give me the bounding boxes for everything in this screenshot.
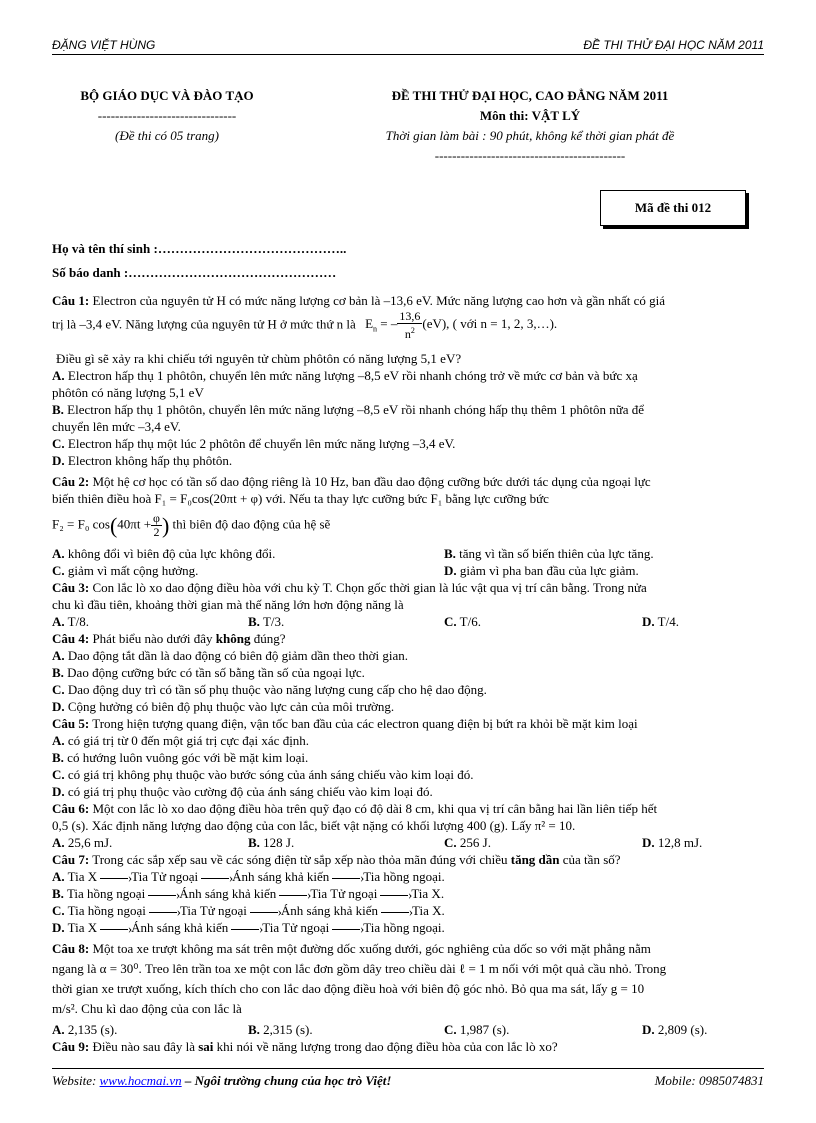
q4-c-text: Dao động duy trì có tần số phụ thuộc vào năng lượng cung cấp cho hệ dao động. [67,682,487,697]
q3-option-d [642,613,679,630]
exam-subject: Môn thi: VẬT LÝ [479,108,581,123]
q8-text4: m/s². Chu kì dao động của con lắc là [52,1001,242,1016]
q4-a-text: Dao động tắt dần là dao động có biên độ giảm dần theo thời gian. [67,648,408,663]
q9-text: Điều nào sau đây là [92,1039,195,1054]
q2-tail: thì biên độ dao động của hệ sẽ [172,516,331,532]
q6-a-label: A. [52,835,65,850]
q9-line1 [52,1038,558,1055]
q4-text: Phát biểu nào dưới đây [92,631,213,646]
q7-c-item: Tia Tử ngoại [179,903,247,918]
q2-two: 2 [153,525,160,539]
q2-text1: Một hệ cơ học có tần số dao động riêng là 10 Hz, ban đầu dao động cưỡng bức dưới tác dụng của ngoại lực [92,474,651,489]
q5-c-label: C. [52,767,65,782]
q7-b-item: Ánh sáng khả kiến [179,886,277,901]
arrow-icon [380,895,408,896]
q5-a-label: A. [52,733,65,748]
q5-b-text: có hướng luôn vuông góc với bề mặt kim loại. [67,750,309,765]
q2-label: Câu 2: [52,474,90,489]
q1-a-text1: Electron hấp thụ 1 phôtôn, chuyển lên mức năng lượng –8,5 eV rồi nhanh chóng trở về mức cơ bản và bức xạ [67,368,638,383]
q1-option-d [52,452,232,469]
q6-d-label: D. [642,835,655,850]
q5-c-text: có giá trị không phụ thuộc vào bước sóng của ánh sáng chiếu vào kim loại đó. [67,767,474,782]
q8-b-text: 2,315 (s). [263,1022,313,1037]
q4-label: Câu 4: [52,631,90,646]
arrow-icon [148,895,176,896]
q4-line1 [52,630,286,647]
q8-b-label: B. [248,1022,260,1037]
q1-c-text: Electron hấp thụ một lúc 2 phôtôn để chuyển lên mức năng lượng –3,4 eV. [67,436,456,451]
q7-b-item: Tia hồng ngoại [66,886,146,901]
q1-en-sub: n [373,325,378,335]
ministry-dashes: -------------------------------- [97,108,237,123]
q6-option-c [444,834,491,851]
arrow-icon [201,878,229,879]
header-exam-title: ĐỀ THI THỬ ĐẠI HỌC NĂM 2011 [583,38,764,52]
footer-left [52,1073,391,1089]
student-name-line: Họ và tên thí sinh :…………………………………….. [52,241,347,256]
q3-a-text: T/8. [67,614,89,629]
q8-option-c [444,1021,509,1038]
q6-a-text: 25,6 mJ. [67,835,113,850]
q3-b-label: B. [248,614,260,629]
exam-title-block [340,86,720,166]
q1-line2 [52,310,557,341]
q7-option-d [52,919,445,936]
q7-d-label: D. [52,920,65,935]
q3-option-a [52,613,89,630]
q2-a-label: A. [52,546,65,561]
q1-a-text2: phôtôn có năng lượng 5,1 eV [52,385,204,400]
q1-b-label: B. [52,402,64,417]
arrow-icon [100,878,128,879]
q1-b-text2: chuyển lên mức –3,4 eV. [52,419,181,434]
q3-d-text: T/4. [657,614,679,629]
q6-b-label: B. [248,835,260,850]
q7-d-item: Tia hồng ngoại. [363,920,445,935]
q2-text2: biến thiên điều hoà F₁ = F₀cos(20πt + φ) với. Nếu ta thay lực cưỡng bức F₁ bằng lực cưỡng bức [52,491,549,506]
q7-label: Câu 7: [52,852,90,867]
q9-label: Câu 9: [52,1039,90,1054]
arrow-icon [231,929,259,930]
q8-c-text: 1,987 (s). [459,1022,510,1037]
q8-option-d [642,1021,707,1038]
q4-option-a [52,647,408,664]
arrow-icon [100,929,128,930]
q7-d-item: Tia X [67,920,98,935]
q4-d-text: Cộng hưởng có biên độ phụ thuộc vào lực cản của môi trường. [67,699,395,714]
page-header [52,36,764,55]
q9-bold: sai [198,1039,214,1054]
page-count-note: (Đề thi có 05 trang) [115,128,219,143]
q3-option-b [248,613,284,630]
q3-b-text: T/3. [262,614,285,629]
q6-text1: Một con lắc lò xo dao động điều hòa trên quỹ đạo có độ dài 8 cm, khi qua vị trí cân bằng hai lần liên tiếp hết [92,801,658,816]
q8-label: Câu 8: [52,941,90,956]
q2-a-text: không đổi vì biên độ của lực không đổi. [67,546,276,561]
q6-line1 [52,800,657,817]
q2-paren-close: ) [161,513,170,538]
q2-d-text: giảm vì pha ban đầu của lực giảm. [459,563,639,578]
q1-option-b [52,401,644,418]
q1-b-text1: Electron hấp thụ 1 phôtôn, chuyển lên mức năng lượng –8,5 eV rồi nhanh chóng hấp thụ thêm 1 phôtôn nữa để [67,402,645,417]
q1-en: E [365,316,374,332]
student-number-line: Số báo danh :………………………………………… [52,265,337,280]
q6-c-text: 256 J. [459,835,491,850]
q7-a-item: Tia Tử ngoại [131,869,199,884]
q7-a-item: Tia hồng ngoại. [363,869,445,884]
q3-option-c [444,613,481,630]
q2-line1 [52,473,651,490]
q3-text2: chu kì đầu tiên, khoảng thời gian mà thế năng lớn hơn động năng là [52,597,404,612]
q1-label: Câu 1: [52,293,90,308]
q2-arg: 40πt + [117,516,152,532]
q1-num: 13,6 [399,309,421,323]
q7-text: Trong các sắp xếp sau về các sóng điện từ sắp xếp nào thỏa mãn đúng với chiều [92,852,508,867]
q4-b-label: B. [52,665,64,680]
q6-option-b [248,834,294,851]
q3-text1: Con lắc lò xo dao động điều hòa với chu kỳ T. Chọn gốc thời gian là lúc vật qua vị trí cân bằng. Trong nửa [92,580,647,595]
q1-a-label: A. [52,368,65,383]
q8-text1: Một toa xe trượt không ma sát trên một đường dốc xuống dưới, góc nghiêng của dốc so với mặt phẳng nằm [92,941,651,956]
exam-title: ĐỀ THI THỬ ĐẠI HỌC, CAO ĐẲNG NĂM 2011 [391,88,669,103]
q2-option-b [444,545,654,562]
q7-b-label: B. [52,886,64,901]
arrow-icon [250,912,278,913]
q3-line1 [52,579,647,596]
exam-time: Thời gian làm bài : 90 phút, không kể thời gian phát đề [385,128,675,143]
q3-d-label: D. [642,614,655,629]
q7-b-item: Tia X. [411,886,445,901]
q5-line1 [52,715,638,732]
arrow-icon [149,912,177,913]
q6-d-text: 12,8 mJ. [657,835,703,850]
q1-c-label: C. [52,436,65,451]
q2-c-label: C. [52,563,65,578]
q7-b-item: Tia Tử ngoại [310,886,378,901]
q5-text: Trong hiện tượng quang điện, vận tốc ban đầu của các electron quang điện bị bứt ra khỏi bề mặt kim loại [92,716,638,731]
q1-option-c [52,435,455,452]
footer-website-label: Website: [52,1073,97,1088]
q8-line1 [52,940,651,957]
q1-text2: trị là –3,4 eV. Năng lượng của nguyên tử H ở mức thứ n là [52,316,356,332]
arrow-icon [381,912,409,913]
q4-c-label: C. [52,682,65,697]
q2-option-a [52,545,275,562]
q4-bold: không [215,631,251,646]
q6-label: Câu 6: [52,801,90,816]
q2-d-label: D. [444,563,457,578]
q9-text-end: khi nói về năng lượng trong dao động điều hòa của con lắc lò xo? [216,1039,558,1054]
q3-a-label: A. [52,614,65,629]
q4-d-label: D. [52,699,65,714]
arrow-icon [332,929,360,930]
ministry-name: BỘ GIÁO DỤC VÀ ĐÀO TẠO [80,88,254,103]
q5-label: Câu 5: [52,716,90,731]
q1-d-label: D. [52,453,65,468]
q1-unit: (eV), ( với n = 1, 2, 3,…). [422,316,558,332]
q8-d-text: 2,809 (s). [657,1022,708,1037]
q7-d-item: Ánh sáng khả kiến [131,920,229,935]
q1-den: n [404,327,411,341]
q7-option-a [52,868,445,885]
q7-c-label: C. [52,903,65,918]
q1-line1 [52,292,665,309]
q5-a-text: có giá trị từ 0 đến một giá trị cực đại xác định. [67,733,310,748]
footer-mobile: Mobile: 0985074831 [654,1073,764,1088]
q8-c-label: C. [444,1022,457,1037]
arrow-icon [279,895,307,896]
q4-b-text: Dao động cưỡng bức có tần số bằng tần số của ngoại lực. [67,665,365,680]
q2-paren-open: ( [109,513,118,538]
q4-option-d [52,698,394,715]
ministry-block [52,86,282,146]
q5-b-label: B. [52,750,64,765]
q8-option-a [52,1021,117,1038]
q6-b-text: 128 J. [263,835,295,850]
q5-option-b [52,749,308,766]
q1-fraction [397,310,422,341]
q7-a-item: Ánh sáng khả kiến [232,869,330,884]
q2-c-text: giảm vì mất cộng hưởng. [67,563,199,578]
q3-c-label: C. [444,614,457,629]
q1-eq: = – [380,316,398,332]
q2-b-label: B. [444,546,456,561]
q7-c-item: Tia hồng ngoại [67,903,146,918]
q1-den-wrap [397,324,422,341]
q5-d-text: có giá trị phụ thuộc vào cường độ của ánh sáng chiếu vào kim loại đó. [67,784,433,799]
exam-code-box: Mã đề thi 012 [600,190,746,226]
q7-c-item: Ánh sáng khả kiến [280,903,379,918]
q1-text1: Electron của nguyên tử H có mức năng lượng cơ bản là –13,6 eV. Mức năng lượng cao hơn và gần nhất có giá [92,293,666,308]
q2-option-d [444,562,639,579]
exam-dashes: -------------------------------------------- [434,148,626,163]
q2-f2: F₂ = F₀ cos [52,516,110,532]
q2-phi: φ [153,511,160,525]
q7-a-label: A. [52,869,65,884]
q8-a-label: A. [52,1022,65,1037]
q3-label: Câu 3: [52,580,90,595]
website-link[interactable]: www.hocmai.vn [99,1073,182,1088]
q7-d-item: Tia Tử ngoại [262,920,330,935]
q3-c-text: T/6. [459,614,481,629]
q8-text2: ngang là α = 30⁰. Treo lên trần toa xe một con lắc đơn gồm dây treo chiều dài ℓ = 1 m nối với một quả cầu nhỏ. Trong [52,961,667,976]
page-footer [52,1068,764,1087]
q1-den-sup: 2 [410,326,415,335]
q1-d-text: Electron không hấp thụ phôtôn. [67,453,233,468]
q4-option-b [52,664,365,681]
arrow-icon [332,878,360,879]
q8-a-text: 2,135 (s). [67,1022,118,1037]
q4-text-end: đúng? [253,631,286,646]
q2-b-text: tăng vì tần số biến thiên của lực tăng. [459,546,654,561]
q2-fraction [151,512,162,539]
q1-formula [365,309,558,341]
q4-option-c [52,681,487,698]
q6-text2: 0,5 (s). Xác định năng lượng dao động của con lắc, biết vật nặng có khối lượng 400 (g). Lấy π² = 10. [52,818,576,833]
q2-formula [52,512,330,539]
q1-option-a [52,367,638,384]
footer-slogan: – Ngôi trường chung của học trò Việt! [184,1073,392,1088]
q5-d-label: D. [52,784,65,799]
q7-line1 [52,851,621,868]
q6-option-a [52,834,112,851]
q7-bold: tăng dần [510,852,560,867]
q7-option-c [52,902,445,919]
q7-a-item: Tia X [67,869,98,884]
q8-d-label: D. [642,1022,655,1037]
header-author: ĐẶNG VIỆT HÙNG [52,38,156,52]
q7-text-end: của tần số? [562,852,621,867]
q5-option-a [52,732,309,749]
q6-option-d [642,834,702,851]
q5-option-d [52,783,433,800]
q1-question: Điều gì sẽ xảy ra khi chiếu tới nguyên tử chùm phôtôn có năng lượng 5,1 eV? [56,351,462,366]
q7-c-item: Tia X. [412,903,445,918]
q5-option-c [52,766,474,783]
q4-a-label: A. [52,648,65,663]
q8-option-b [248,1021,313,1038]
q7-option-b [52,885,444,902]
q2-option-c [52,562,198,579]
q8-text3: thời gian xe trượt xuống, kích thích cho con lắc dao động điều hoà với biên độ góc nhỏ. Bỏ qua ma sát, lấy g = 10 [52,981,645,996]
q6-c-label: C. [444,835,457,850]
